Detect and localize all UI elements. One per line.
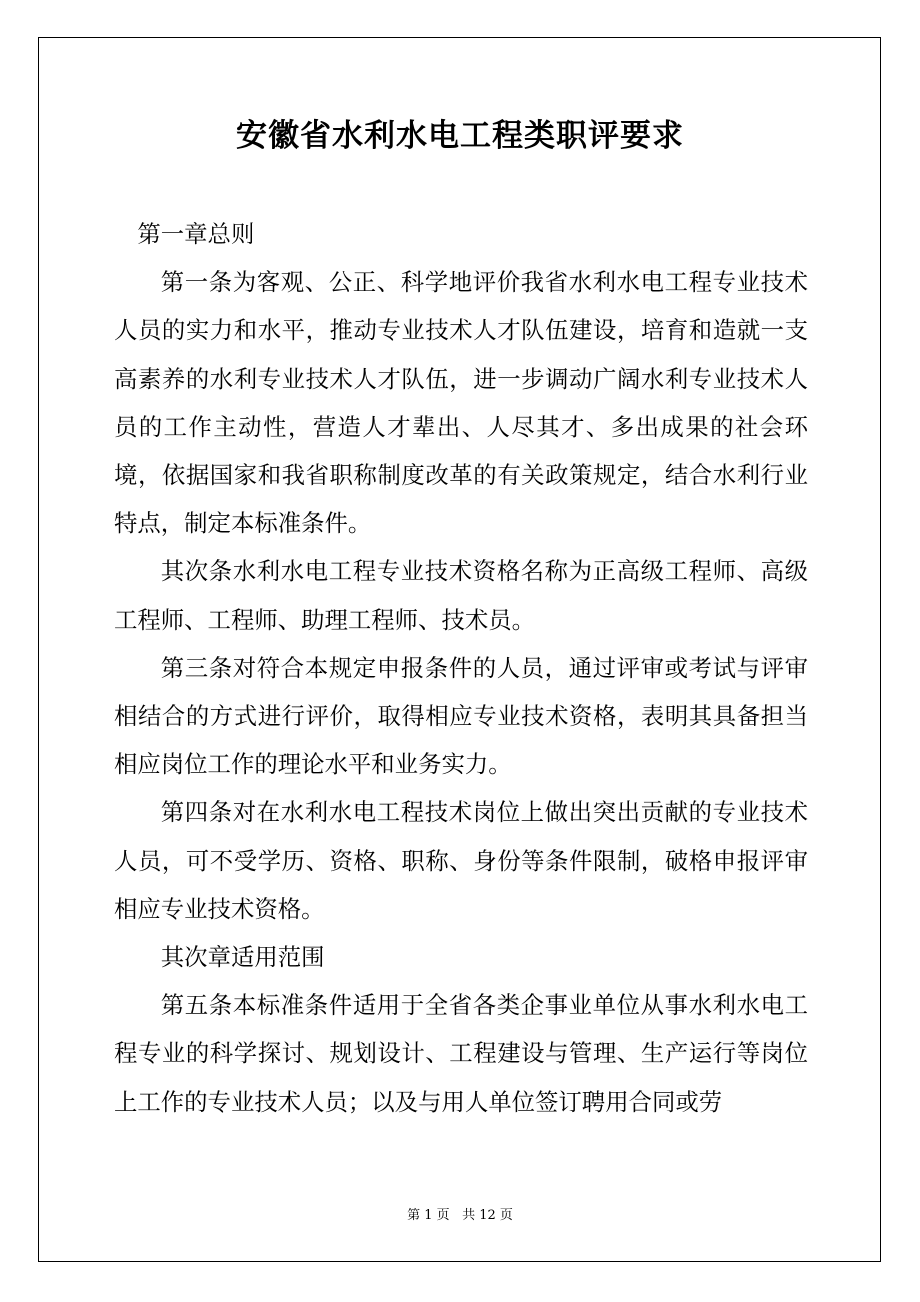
article-4: 第四条对在水利水电工程技术岗位上做出突出贡献的专业技术人员，可不受学历、资格、职称、身份等条件限制，破格申报评审相应专业技术资格。	[114, 798, 808, 923]
article-1: 第一条为客观、公正、科学地评价我省水利水电工程专业技术人员的实力和水平，推动专业技术人才队伍建设，培育和造就一支高素养的水利专业技术人才队伍，进一步调动广阔水利专业技术人员的工作主动性，营造人才辈出、人尽其才、多出成果的社会环境，依据国家和我省职称制度改革的有关政策规定，结合水利行业特点，制定本标准条件。	[114, 268, 808, 538]
document-body	[114, 210, 808, 1126]
page-number: 第 1 页	[407, 1208, 450, 1223]
article-2: 其次条水利水电工程专业技术资格名称为正高级工程师、高级工程师、工程师、助理工程师、技术员。	[114, 557, 808, 634]
chapter-heading-2: 其次章适用范围	[160, 943, 325, 972]
page-total: 共 12 页	[462, 1208, 513, 1223]
article-5: 第五条本标准条件适用于全省各类企事业单位从事水利水电工程专业的科学探讨、规划设计、工程建设与管理、生产运行等岗位上工作的专业技术人员；以及与用人单位签订聘用合同或劳	[114, 991, 808, 1116]
chapter-heading-1: 第一章总则	[137, 220, 255, 248]
page-footer	[0, 1206, 920, 1226]
document-title: 安徽省水利水电工程类职评要求	[236, 118, 684, 154]
article-3: 第三条对符合本规定申报条件的人员，通过评审或考试与评审相结合的方式进行评价，取得相应专业技术资格，表明其具备担当相应岗位工作的理论水平和业务实力。	[114, 653, 808, 779]
